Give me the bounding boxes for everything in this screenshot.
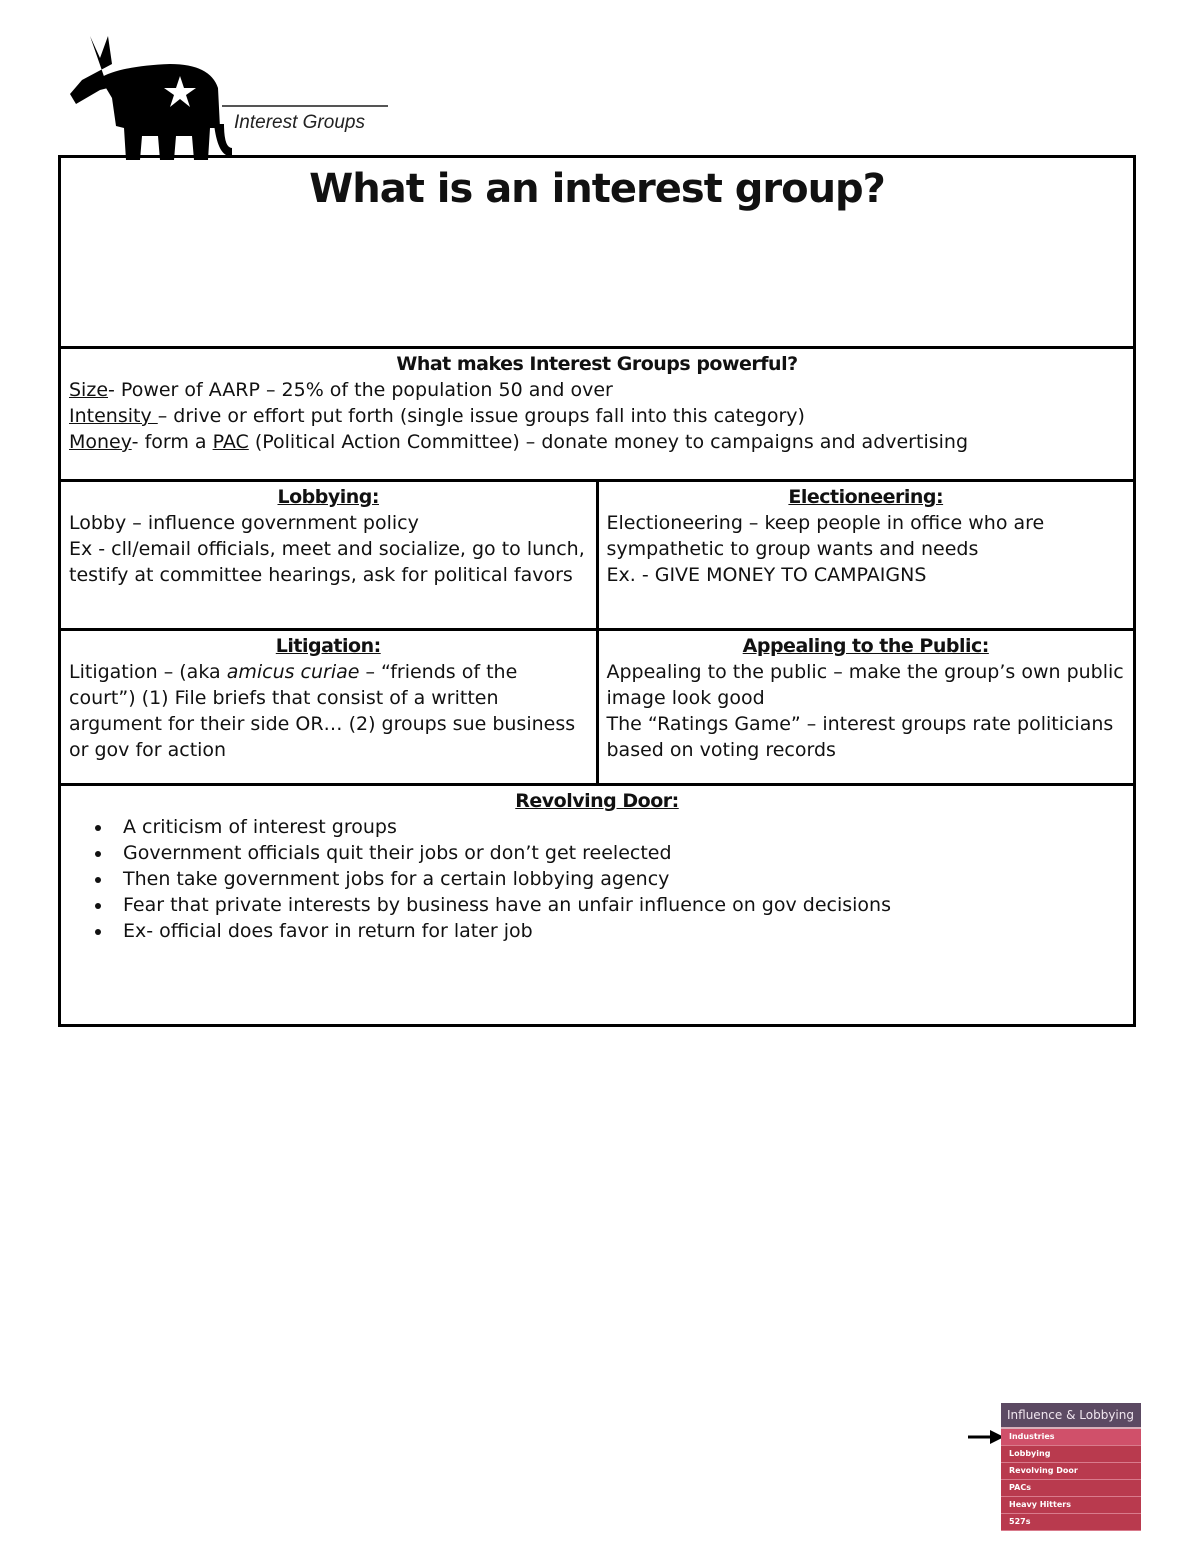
lobbying-section xyxy=(60,481,598,630)
litigation-text xyxy=(69,659,588,763)
donkey-elephant-icon xyxy=(60,28,400,168)
menu-item-industries[interactable]: Industries xyxy=(1001,1429,1141,1446)
intensity-text: – drive or effort put forth (single issue groups fall into this category) xyxy=(157,405,805,427)
list-item: • Ex- official does favor in return for later job xyxy=(113,918,1125,944)
influence-lobbying-menu xyxy=(1001,1403,1141,1531)
size-line xyxy=(69,377,1125,403)
litigation-text-b: – “friends of the court”) (1) File briefs that consist of a written argument for their side OR… (2) groups sue business or gov for action xyxy=(69,661,576,761)
electioneering-line-1: Electioneering – keep people in office who are sympathetic to group wants and needs xyxy=(606,512,1045,560)
menu-item-heavy-hitters[interactable]: Heavy Hitters xyxy=(1001,1497,1141,1514)
list-item: • A criticism of interest groups xyxy=(113,814,1125,840)
arrow-right-icon xyxy=(968,1428,1004,1446)
litigation-text-a: Litigation – (aka xyxy=(69,661,227,683)
menu-item-revolving-door[interactable]: Revolving Door xyxy=(1001,1463,1141,1480)
menu-item-lobbying[interactable]: Lobbying xyxy=(1001,1446,1141,1463)
intensity-line xyxy=(69,403,1125,429)
litigation-heading: Litigation: xyxy=(275,635,381,657)
menu-item-527s[interactable]: 527s xyxy=(1001,1514,1141,1531)
electioneering-heading: Electioneering: xyxy=(788,486,944,508)
appealing-line-1: Appealing to the public – make the group’s own public image look good xyxy=(606,661,1124,709)
intensity-label: Intensity xyxy=(69,405,158,427)
list-item: • Government officials quit their jobs or don’t get reelected xyxy=(113,840,1125,866)
lobbying-line-2: Ex - cll/email officials, meet and socialize, go to lunch, testify at committee hearings, ask for political favors xyxy=(69,538,585,586)
lobbying-line-1: Lobby – influence government policy xyxy=(69,512,419,534)
revolving-heading: Revolving Door: xyxy=(515,790,679,812)
money-text-b: (Political Action Committee) – donate money to campaigns and advertising xyxy=(248,431,969,453)
appealing-heading: Appealing to the Public: xyxy=(742,635,989,657)
litigation-section xyxy=(60,630,598,785)
electioneering-section xyxy=(597,481,1135,630)
lobbying-heading: Lobbying: xyxy=(277,486,379,508)
powerful-heading: What makes Interest Groups powerful? xyxy=(396,353,798,375)
money-line xyxy=(69,429,1125,455)
money-label: Money xyxy=(69,431,132,453)
revolving-section xyxy=(60,785,1135,1026)
appealing-line-2: The “Ratings Game” – interest groups rate politicians based on voting records xyxy=(606,713,1114,761)
size-label: Size xyxy=(69,379,109,401)
list-item: • Fear that private interests by business have an unfair influence on gov decisions xyxy=(113,892,1125,918)
page-title: What is an interest group? xyxy=(309,166,885,212)
appealing-section xyxy=(597,630,1135,785)
money-text-a: - form a xyxy=(131,431,213,453)
revolving-list xyxy=(69,814,1125,944)
electioneering-line-2: Ex. - GIVE MONEY TO CAMPAIGNS xyxy=(606,564,927,586)
menu-header: Influence & Lobbying xyxy=(1001,1403,1141,1429)
worksheet-table xyxy=(58,155,1136,1027)
powerful-section xyxy=(60,348,1135,481)
list-item: • Then take government jobs for a certain lobbying agency xyxy=(113,866,1125,892)
menu-item-pacs[interactable]: PACs xyxy=(1001,1480,1141,1497)
title-cell xyxy=(60,157,1135,348)
money-pac: PAC xyxy=(212,431,249,453)
logo-text: Interest Groups xyxy=(234,112,365,133)
litigation-italic: amicus curiae xyxy=(226,661,360,683)
size-text: - Power of AARP – 25% of the population 50 and over xyxy=(108,379,613,401)
